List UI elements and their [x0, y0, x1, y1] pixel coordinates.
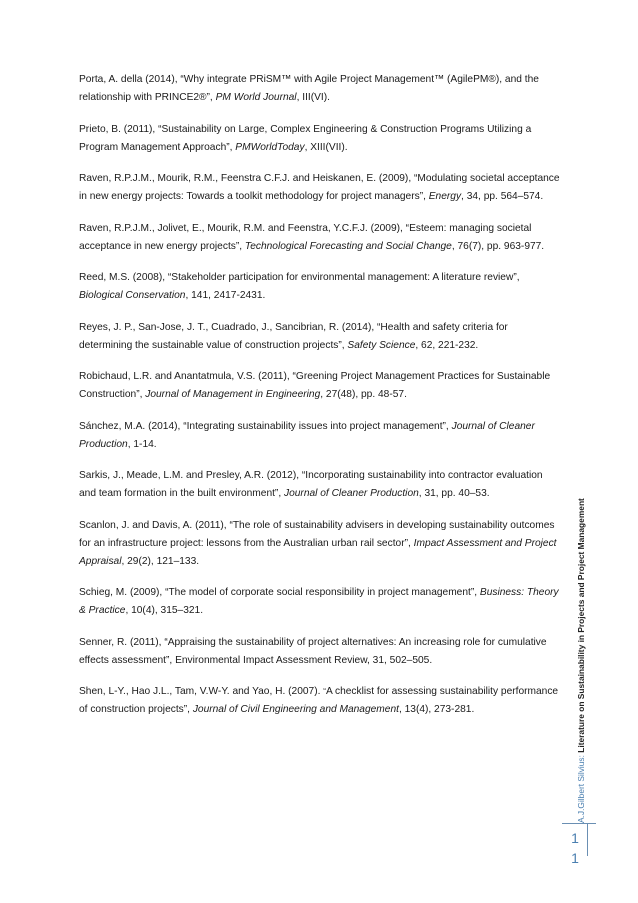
reference-source: Impact Assessment and Project Appraisal	[79, 537, 557, 567]
reference-source: Journal of Management in Engineering	[145, 389, 321, 400]
page-number-digit: 1	[571, 830, 579, 846]
reference-text: Sánchez, M.A. (2014), “Integrating sustainability issues into project management”,	[79, 420, 452, 432]
page-number-rule	[562, 823, 596, 824]
page-number-digit: 1	[571, 850, 579, 866]
reference-text: , 31, pp. 40–53.	[418, 488, 490, 499]
reference-text: Prieto, B. (2011), “Sustainability on Large, Complex Engineering & Construction Programs Utilizing a Program Management Approach”,	[79, 123, 532, 153]
reference-list	[79, 71, 561, 733]
reference-text: , 76(7), pp. 963-977.	[451, 240, 545, 252]
reference-source: PMWorldToday	[235, 141, 305, 153]
reference-entry	[79, 170, 561, 206]
reference-text: , 27(48), pp. 48-57.	[320, 389, 407, 400]
reference-text: “	[323, 687, 326, 696]
reference-text: Senner, R. (2011), “Appraising the sustainability of project alternatives: An increasing role for cumulative effects assessment”, Environmental Impact Assessment Review, 31, 502–505.	[79, 636, 547, 666]
reference-text: Schieg, M. (2009), “The model of corporate social responsibility in project management”,	[79, 587, 480, 598]
reference-entry	[79, 368, 561, 404]
reference-entry	[79, 517, 561, 571]
reference-entry	[79, 467, 561, 503]
running-header-author: A.J.Gilbert Silvius:	[576, 755, 586, 823]
reference-text: , 141, 2417-2431.	[185, 290, 266, 301]
reference-source: Journal of Cleaner Production	[284, 488, 419, 499]
reference-entry	[79, 71, 561, 107]
reference-source: Safety Science	[347, 339, 416, 351]
reference-text: Raven, R.P.J.M., Mourik, R.M., Feenstra C.F.J. and Heiskanen, E. (2009), “Modulating societal acceptance in new energy projects: Towards a toolkit methodology for project managers”,	[79, 173, 560, 202]
reference-text: Scanlon, J. and Davis, A. (2011), “The role of sustainability advisers in developing sustainability outcomes for an infrastructure project: lessons from the Australian urban rail sector”,	[79, 519, 555, 549]
reference-text: , III(VI).	[296, 92, 330, 103]
reference-text: , 62, 221-232.	[415, 339, 479, 351]
reference-entry	[79, 418, 561, 454]
reference-text: Porta, A. della (2014), “Why integrate PRiSM™ with Agile Project Management™ (AgilePM®), and the relationship with PRINCE2®”,	[79, 74, 539, 103]
reference-text: , 29(2), 121–133.	[121, 555, 200, 567]
reference-text: , XIII(VII).	[304, 141, 348, 153]
page-number-divider	[587, 823, 588, 856]
reference-text: , 34, pp. 564–574.	[461, 191, 544, 202]
reference-text: Raven, R.P.J.M., Jolivet, E., Mourik, R.M. and Feenstra, Y.C.F.J. (2009), “Esteem: managing societal acceptance in new energy projects”,	[79, 222, 532, 252]
reference-source: Journal of Civil Engineering and Management	[192, 704, 399, 715]
running-header-title: Literature on Sustainability in Projects and Project Management	[576, 498, 586, 753]
running-header	[576, 498, 586, 823]
page-number	[566, 828, 584, 868]
reference-text: Sarkis, J., Meade, L.M. and Presley, A.R. (2012), “Incorporating sustainability into contractor evaluation and team formation in the built environment”,	[79, 470, 543, 499]
reference-source: PM World Journal	[215, 92, 297, 103]
reference-text: , 1-14.	[127, 438, 157, 450]
reference-text: Shen, L-Y., Hao J.L., Tam, V.W-Y. and Yao, H. (2007).	[79, 686, 324, 697]
reference-text: , 10(4), 315–321.	[125, 605, 204, 616]
reference-source: Business: Theory & Practice	[79, 587, 559, 616]
reference-source: Technological Forecasting and Social Change	[244, 240, 452, 252]
reference-text: A checklist for assessing sustainability performance of construction projects”,	[79, 686, 559, 715]
reference-source: Energy	[428, 191, 462, 202]
reference-entry	[79, 634, 561, 670]
reference-entry	[79, 319, 561, 355]
reference-text: Robichaud, L.R. and Anantatmula, V.S. (2011), “Greening Project Management Practices for Sustainable Construction”,	[79, 371, 551, 400]
reference-source: Biological Conservation	[79, 290, 186, 301]
reference-text: Reyes, J. P., San-Jose, J. T., Cuadrado, J., Sancibrian, R. (2014), “Health and safety criteria for determining the sustainable value of construction projects”,	[79, 321, 508, 351]
reference-text: , 13(4), 273-281.	[398, 704, 475, 715]
reference-entry	[79, 220, 561, 256]
reference-entry	[79, 683, 561, 719]
reference-entry	[79, 584, 561, 620]
reference-entry	[79, 121, 561, 157]
reference-text: Reed, M.S. (2008), “Stakeholder participation for environmental management: A literature review”,	[79, 272, 520, 283]
reference-entry	[79, 269, 561, 305]
reference-source: Journal of Cleaner Production	[79, 420, 535, 450]
